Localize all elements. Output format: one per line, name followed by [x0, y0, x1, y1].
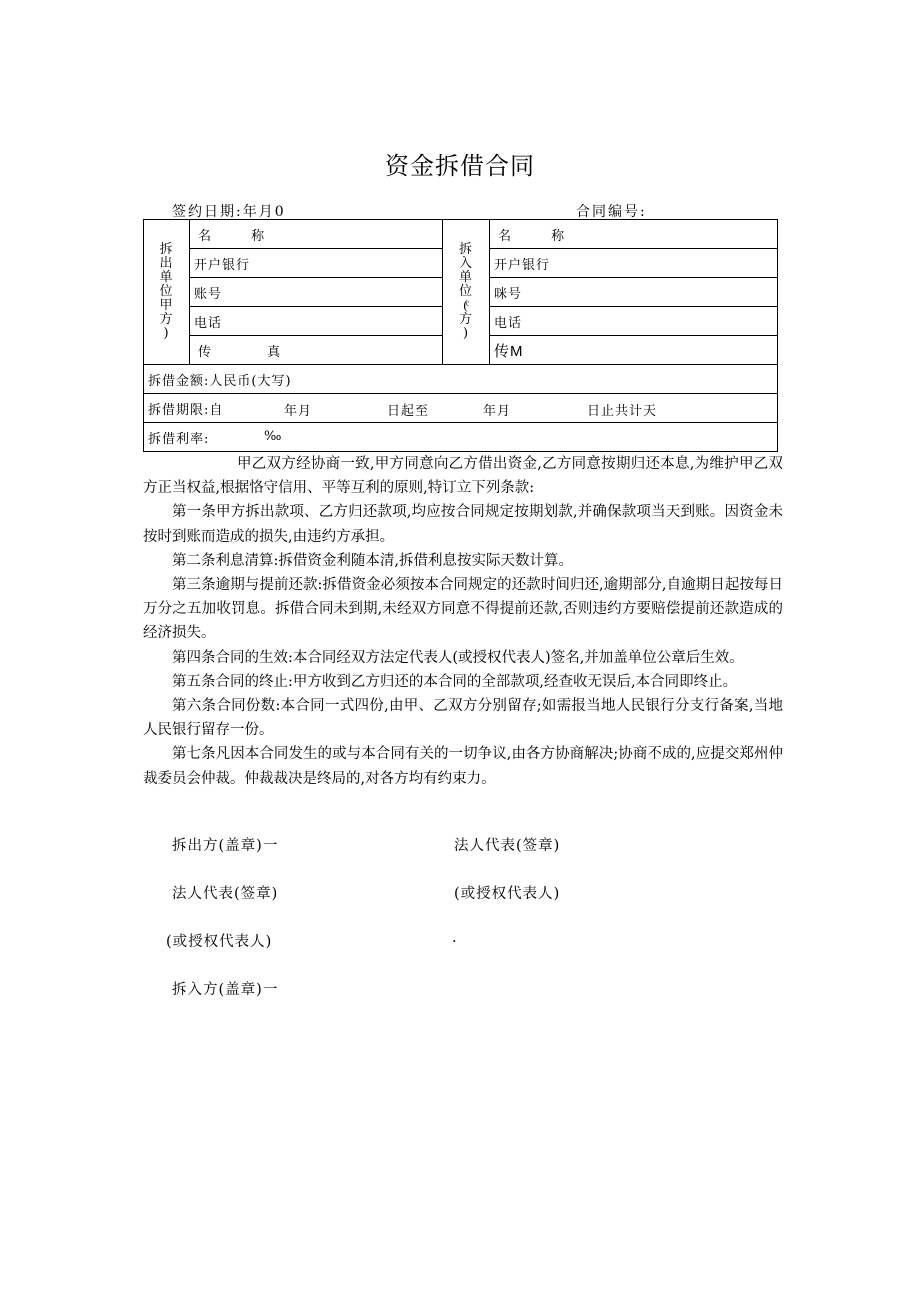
- amount-field[interactable]: 拆借金额:人民币(大写): [144, 365, 778, 394]
- lender-side-label: 拆 出 单 位 甲 方 ): [144, 220, 190, 365]
- clause-7: 第七条凡因本合同发生的或与本合同有关的一切争议,由各方协商解决;协商不成的,应提交郑州仲裁委员会仲裁。仲裁裁决是终局的,对各方均有约束力。: [143, 746, 783, 787]
- legal-rep-signature-right: 法人代表(签章): [454, 838, 561, 854]
- clause-1: 第一条甲方拆出款项、乙方归还款项,均应按合同规定按期划款,并确保款项当天到账。因资金未按时到账而造成的损失,由违约方承担。: [143, 504, 783, 545]
- clause-6: 第六条合同份数:本合同一式四份,由甲、乙双方分别留存;如需报当地人民银行分支行备案,当地人民银行留存一份。: [143, 698, 783, 739]
- borrower-name-field[interactable]: 名 称: [490, 220, 778, 249]
- period-field[interactable]: 拆借期限:自 年月 日起至 年月 日止共计天: [144, 394, 778, 423]
- contract-number: 合同编号:: [576, 204, 647, 220]
- table-row: [144, 365, 778, 394]
- sign-date: 签约日期:年月0: [172, 204, 286, 220]
- borrower-bank-field[interactable]: 开户银行: [490, 249, 778, 278]
- page-title: 资金拆借合同: [385, 152, 535, 180]
- borrower-seal: 拆入方(盖章)一: [172, 982, 279, 998]
- lender-bank-field[interactable]: 开户银行: [190, 249, 443, 278]
- table-row: [144, 423, 778, 452]
- lender-account-field[interactable]: 账号: [190, 278, 443, 307]
- clause-3: 第三条逾期与提前还款:拆借资金必须按本合同规定的还款时间归还,逾期部分,自逾期日起按每日万分之五加收罚息。拆借合同未到期,未经双方同意不得提前还款,否则违约方要赔偿提前还款造成的经济损失。: [143, 577, 783, 642]
- lender-name-field[interactable]: 名 称: [190, 220, 443, 249]
- borrower-phone-field[interactable]: 电话: [490, 307, 778, 336]
- table-row: [144, 394, 778, 423]
- contract-body: [143, 452, 783, 791]
- authorized-rep-right: (或授权代表人): [454, 886, 561, 902]
- rate-field[interactable]: 拆借利率: ‰: [144, 423, 778, 452]
- clause-4: 第四条合同的生效:本合同经双方法定代表人(或授权代表人)签名,并加盖单位公章后生效。: [172, 649, 744, 666]
- borrower-side-label: 拆 入 单 位 (ͨ 方 ): [443, 220, 490, 365]
- borrower-fax-field[interactable]: 传M: [490, 336, 778, 365]
- lender-fax-field[interactable]: 传 真: [190, 336, 443, 365]
- table-row: [144, 220, 778, 249]
- clause-5: 第五条合同的终止:甲方收到乙方归还的本合同的全部款项,经查收无误后,本合同即终止。: [172, 673, 738, 690]
- borrower-account-field[interactable]: 咪号: [490, 278, 778, 307]
- legal-rep-signature-left: 法人代表(签章): [172, 886, 279, 902]
- lender-seal: 拆出方(盖章)一: [172, 838, 279, 854]
- lender-phone-field[interactable]: 电话: [190, 307, 443, 336]
- intro-paragraph: 甲乙双方经协商一致,甲方同意向乙方借出资金,乙方同意按期归还本息,为维护甲乙双方正当权益,根据恪守信用、平等互利的原则,特订立下列条款:: [143, 456, 783, 497]
- authorized-rep-left: (或授权代表人): [166, 934, 273, 950]
- clause-2: 第二条利息清算:拆借资金利随本清,拆借利息按实际天数计算。: [172, 552, 573, 569]
- contract-info-table: [143, 219, 778, 452]
- dot-mark: .: [452, 930, 458, 946]
